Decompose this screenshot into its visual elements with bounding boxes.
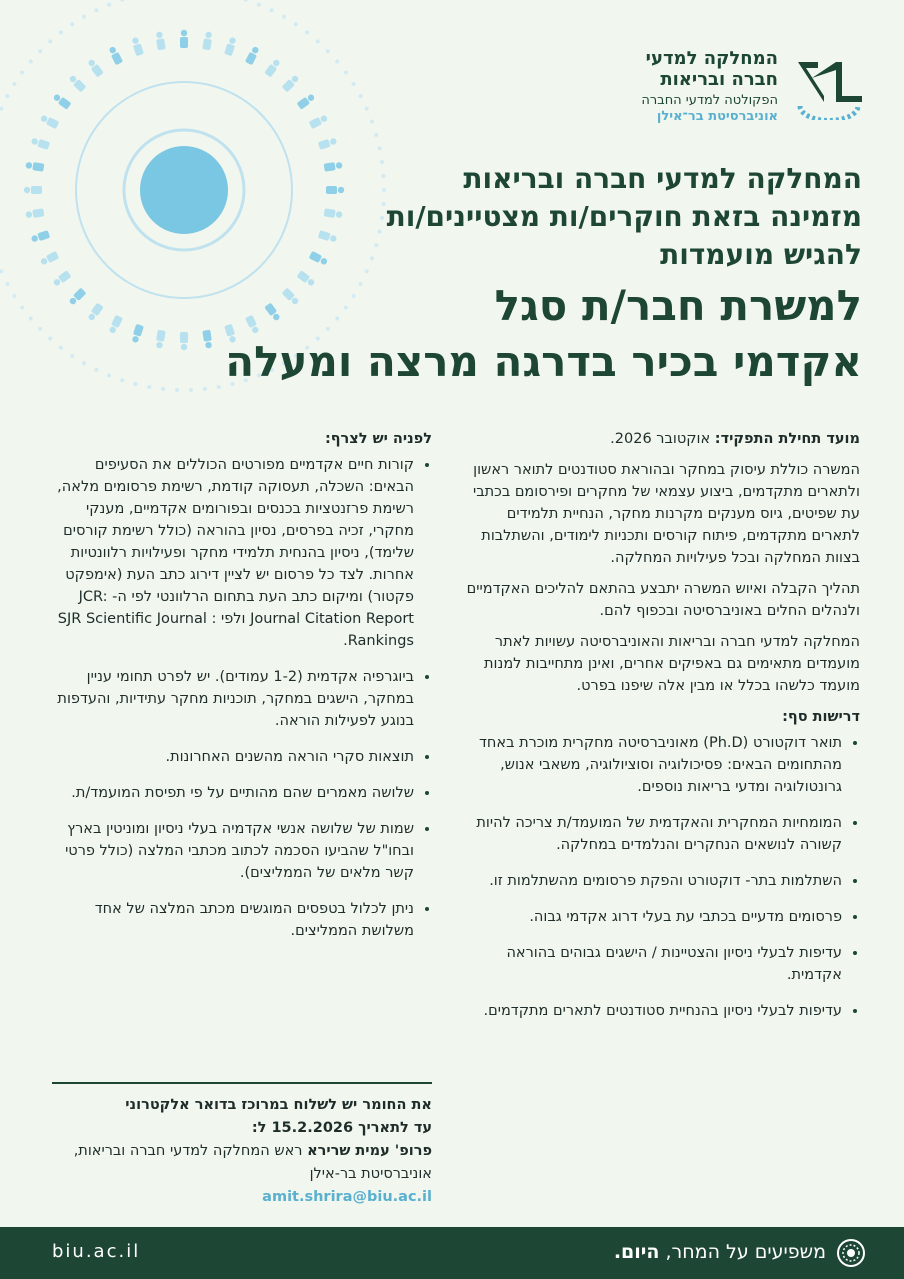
footer-slogan — [614, 1239, 826, 1265]
headline-position: למשרת חבר/ת סגל — [494, 281, 862, 330]
website-link[interactable]: biu.ac.il — [52, 1241, 141, 1262]
disclaimer: המחלקה למדעי חברה ובריאות והאוניברסיטה עשויות לאתר מועמדים מתאימים גם באפיקים אחרים, ואינן מתחייבות למנות מועמד כלשהו בכלל או מבין אלה שיפנו בפרט. — [484, 634, 860, 694]
ring-dot — [161, 387, 165, 391]
list-item: • עדיפות לבעלי ניסיון והצטיינות / הישגים גבוהים בהוראה אקדמית. — [464, 942, 842, 986]
ring-dot — [270, 8, 274, 12]
ring-dot — [20, 70, 24, 74]
hiring-process: תהליך הקבלה ואיוש המשרה יתבצע בהתאם להליכים האקדמיים ולנהלים החלים באוניברסיטה ובכפוף להם. — [466, 581, 860, 619]
ring-dot — [370, 120, 374, 124]
requirements-list — [464, 732, 860, 1022]
list-item: • תוצאות סקרי הוראה מהשנים האחרונות. — [50, 746, 414, 768]
person-figure — [39, 114, 59, 129]
ring-dot — [59, 30, 63, 34]
footer-bar — [0, 1227, 904, 1279]
ring-dot — [38, 327, 42, 331]
person-figure — [87, 303, 104, 322]
headline-line1: המחלקה למדעי חברה ובריאות — [463, 162, 862, 195]
person-figure — [202, 31, 213, 50]
ring-dot — [365, 107, 369, 111]
ring-dot — [94, 8, 98, 12]
person-figure — [264, 58, 281, 77]
job-description: המשרה כוללת עיסוק במחקר ובהוראת סטודנטים לתואר ראשון ולתארים מתקדמים, ביצוע עצמאי של מחקרים ופירסומם בכתבי עת שפיטים, גיוס מענקים מקרנות מחקר, הנחיית תלמידים לתארים מתקדמים, פיתוח קורסים ותכניות לימודים, והשתלבות בצוות המחלקה ובכל פעילויות המחלקה. — [473, 462, 860, 566]
ring-dot — [59, 346, 63, 350]
person-figure — [68, 288, 87, 307]
person-figure — [87, 58, 104, 77]
start-date — [464, 428, 860, 450]
ring-dot — [374, 133, 378, 137]
person-figure — [39, 251, 59, 266]
slogan-bold: היום. — [613, 1241, 660, 1263]
logo-university: אוניברסיטת בר־אילן — [656, 109, 778, 124]
logo-faculty: הפקולטה למדעי החברה — [641, 93, 778, 108]
person-figure — [180, 30, 188, 48]
start-date-label: מועד תחילת התפקיד: — [714, 431, 860, 447]
ring-dot — [378, 146, 382, 150]
ring-dot — [107, 3, 111, 7]
person-figure — [155, 31, 166, 50]
person-figure — [108, 45, 123, 65]
headline-line3: להגיש מועמדות — [660, 238, 862, 271]
person-figure — [30, 230, 50, 243]
person-figure — [52, 270, 71, 287]
person-figure — [25, 161, 44, 172]
person-figure — [180, 332, 188, 350]
person-figure — [24, 186, 42, 194]
ring-dot — [282, 15, 286, 19]
person-figure — [282, 74, 301, 93]
list-item: • פרסומים מדעיים בכתבי עת בעלי דרוג אקדמי גבוה. — [464, 906, 842, 928]
ring-dot — [244, 0, 248, 2]
person-figure — [131, 324, 144, 344]
ring-dot — [0, 107, 3, 111]
requirements-title: דרישות סף: — [782, 709, 860, 725]
ring-dot — [175, 388, 179, 392]
list-item: • עדיפות לבעלי ניסיון בהנחיית סטודנטים לתארים מתקדמים. — [464, 1000, 842, 1022]
ring-dot — [20, 306, 24, 310]
ring-dot — [257, 3, 261, 7]
headline-line2: מזמינה בזאת חוקרים/ות מצטיינים/ות — [386, 200, 862, 233]
person-figure — [52, 93, 71, 110]
ring-dot — [352, 82, 356, 86]
ring-dot — [70, 354, 74, 358]
ring-dot — [5, 282, 9, 286]
contact-name: פרופ' עמית שרירא — [307, 1143, 432, 1159]
slogan-main: משפיעים על המחר, — [665, 1241, 826, 1263]
headline — [202, 160, 862, 390]
list-item: • המומחיות המחקרית והאקדמית של המועמד/ת צריכה להיות קשורה לנושאים הנחקרים והנלמדים במחלקה. — [464, 812, 842, 856]
person-figure — [68, 74, 87, 93]
list-item: • שמות של שלושה אנשי אקדמיה בעלי ניסיון ומוניטין בארץ ובחו"ל שהביעו הסכמה לכתוב מכתבי המלצה (כולל פרטי קשר מלאים של הממליצים). — [50, 818, 414, 884]
list-item: • שלושה מאמרים שהם מהותיים על פי תפיסת המועמד/ת. — [50, 782, 414, 804]
list-item: • השתלמות בתר- דוקטורט והפקת פרסומים מהשתלמות זו. — [464, 870, 842, 892]
ring-dot — [316, 39, 320, 43]
ring-dot — [335, 59, 339, 63]
contact-instruction: את החומר יש לשלוח במרוכז בדואר אלקטרוני — [125, 1097, 432, 1113]
bar-ilan-logo-icon — [792, 56, 864, 120]
person-figure — [224, 36, 237, 56]
ring-dot — [70, 22, 74, 26]
ring-dot — [29, 59, 33, 63]
person-figure — [155, 330, 166, 349]
list-item: • תואר דוקטורט (Ph.D) מאוניברסיטה מחקרית מוכרת באחד מהתחומים הבאים: פסיכולוגיה וסוציולוגיה, משאבי אנוש, גרונטולוגיה ומדעי בריאות נוספים. — [464, 732, 842, 798]
attachments-title: לפניה יש לצרף: — [324, 431, 432, 447]
logo-dept-line2: חברה ובריאות — [660, 69, 778, 90]
ring-dot — [134, 382, 138, 386]
ring-dot — [359, 94, 363, 98]
ring-dot — [0, 269, 3, 273]
ring-dot — [147, 385, 151, 389]
ring-dot — [189, 388, 193, 392]
ring-dot — [82, 361, 86, 365]
start-date-value: אוקטובר 2026. — [610, 431, 711, 447]
logo-dept-line1: המחלקה למדעי — [645, 48, 778, 69]
person-figure — [245, 45, 260, 65]
ring-dot — [94, 368, 98, 372]
person-figure — [131, 36, 144, 56]
ring-dot — [38, 49, 42, 53]
person-figure — [30, 137, 50, 150]
ring-dot — [305, 30, 309, 34]
ring-dot — [326, 49, 330, 53]
ring-dot — [294, 22, 298, 26]
ring-dot — [48, 39, 52, 43]
job-details-column — [464, 428, 860, 1036]
attachments-list — [50, 454, 432, 942]
person-figure — [108, 315, 123, 335]
list-item: • קורות חיים אקדמיים מפורטים הכוללים את הסעיפים הבאים: השכלה, תעסוקה קודמת, רשימת פרסומים מלאה, רשימת פרזנטציות בכנסים ובפורומים אקדמיים, מענקי מחקרי, זכיה בפרסים, נסיון בהוראה (כולל רשימת קורסים שלימד), ניסיון בהנחית תלמידי מחקר ופעילויות רלוונטיות אחרות. לצד כל פרסום יש לציין דירוג כתב העת (אימפקט פקטור) ומיקום כתב העת בתחום הרלוונטי לפי ה- JCR: Journal Citation Report ולפי : SJR Scientific Journal Rankings. — [50, 454, 414, 652]
person-figure — [318, 137, 338, 150]
contact-box — [52, 1082, 432, 1209]
contact-email-link[interactable]: amit.shrira@biu.ac.il — [262, 1189, 432, 1205]
ring-dot — [107, 373, 111, 377]
ring-dot — [82, 15, 86, 19]
ring-dot — [12, 82, 16, 86]
ring-dot — [5, 94, 9, 98]
circle-target-icon — [836, 1238, 866, 1268]
contact-role: ראש המחלקה למדעי חברה ובריאות, אוניברסיטת בר-אילן — [73, 1143, 432, 1182]
university-logo[interactable] — [504, 48, 864, 128]
ring-dot — [48, 337, 52, 341]
person-figure — [25, 208, 44, 219]
attachments-column — [50, 428, 432, 956]
contact-person — [52, 1140, 432, 1186]
list-item: • ניתן לכלול בטפסים המוגשים מכתב המלצה של אחד משלושת הממליצים. — [50, 898, 414, 942]
headline-rank: אקדמי בכיר בדרגה מרצה ומעלה — [225, 337, 862, 386]
ring-dot — [29, 317, 33, 321]
ring-dot — [344, 70, 348, 74]
ring-dot — [120, 0, 124, 2]
person-figure — [297, 93, 316, 110]
list-item: • ביוגרפיה אקדמית (1-2 עמודים). יש לפרט תחומי עניין במחקר, הישגים במחקר, תוכניות מחקר עתידיות, והעדפות בנוגע לפעילות הוראה. — [50, 666, 414, 732]
person-figure — [309, 114, 329, 129]
ring-dot — [12, 294, 16, 298]
ring-dot — [120, 378, 124, 382]
contact-deadline: עד לתאריך 15.2.2026 ל: — [251, 1120, 432, 1136]
